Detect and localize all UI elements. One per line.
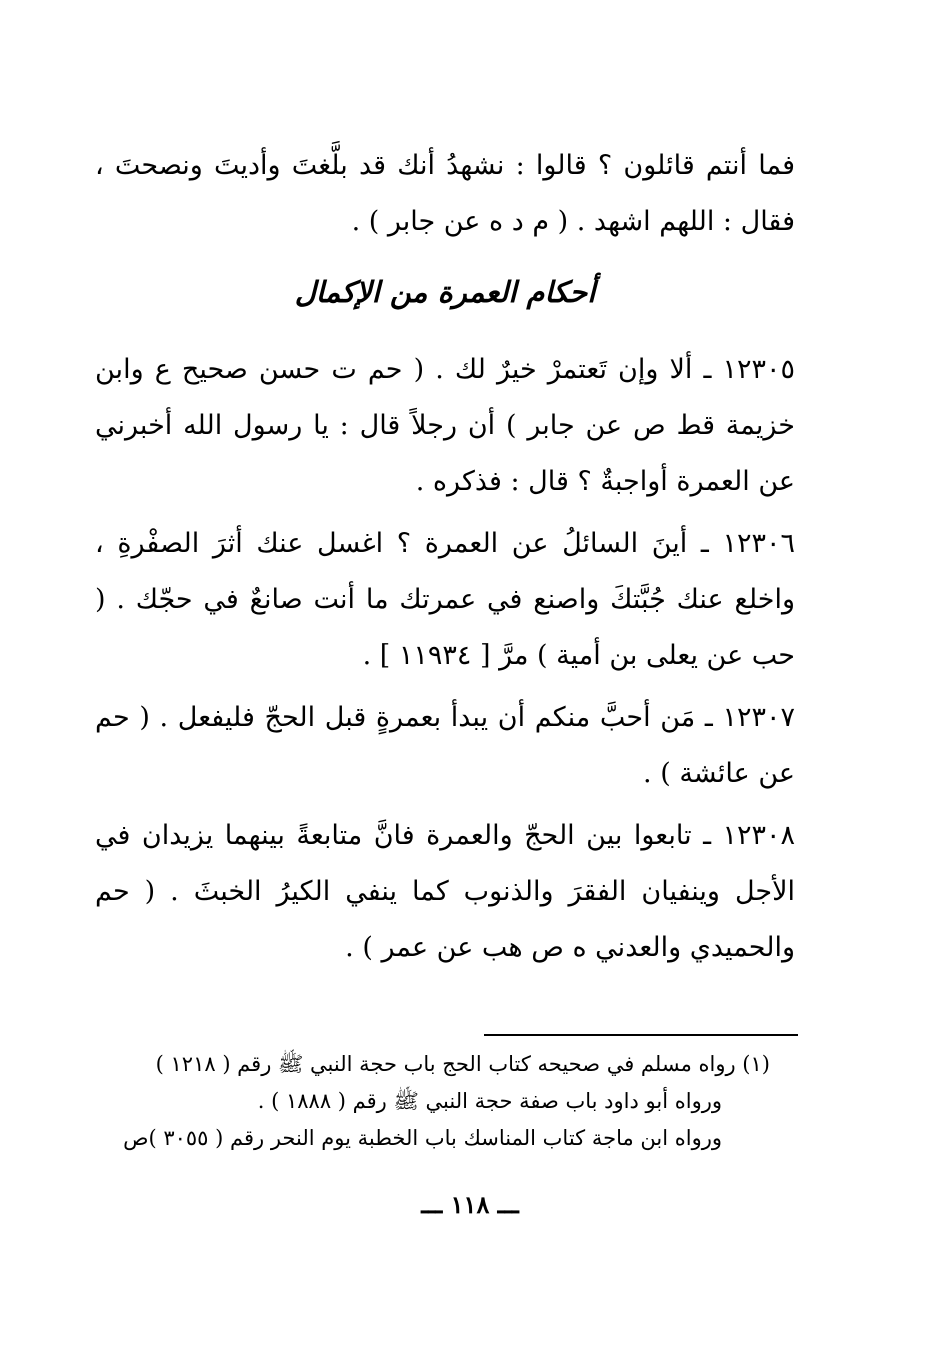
page-number: ـــ ١١٨ ـــ — [421, 1190, 519, 1219]
hadith-entry-12306: ١٢٣٠٦ ـ أينَ السائلُ عن العمرة ؟ اغسل عنك أثرَ الصفْرةِ ، واخلع عنك جُبَّتكَ واصنع في عمرتك ما أنت صانعٌ في حجّك . ( حب عن يعلى بن أمية ) مرَّ [ ١١٩٣٤ ] . — [95, 528, 795, 671]
section-heading: أحكام العمرة من الإكمال — [294, 275, 596, 309]
footnote-line: (١) رواه مسلم في صحيحه كتاب الحج باب حجة النبي ﷺ رقم ( ١٢١٨ ) — [155, 1052, 770, 1076]
continued-paragraph: فما أنتم قائلون ؟ قالوا : نشهدُ أنك قد بلَّغتَ وأديتَ ونصحتَ ، فقال : اللهم اشهد . ( م د ه عن جابر ) . — [95, 150, 795, 237]
hadith-entry-12305: ١٢٣٠٥ ـ ألا وإن تَعتمرْ خيرٌ لك . ( حم ت حسن صحيح ع وابن خزيمة قط ص عن جابر ) أن رجلاً قال : يا رسول الله أخبرني عن العمرة أواجبةٌ ؟ قال : فذكره . — [95, 354, 795, 497]
hadith-entry-12307: ١٢٣٠٧ ـ مَن أحبَّ منكم أن يبدأ بعمرةٍ قبل الحجّ فليفعل . ( حم عن عائشة ) . — [95, 702, 795, 789]
main-text — [95, 138, 795, 976]
footnote-line: ورواه أبو داود باب صفة حجة النبي ﷺ رقم ( ١٨٨٨ ) . — [257, 1089, 722, 1113]
footnote-line: ورواه ابن ماجة كتاب المناسك باب الخطبة يوم النحر رقم ( ٣٠٥٥ )ص — [123, 1126, 722, 1150]
hadith-entry-12308: ١٢٣٠٨ ـ تابعوا بين الحجّ والعمرة فانَّ متابعةً بينهما يزيدان في الأجل وينفيان الفقرَ والذنوب كما ينفي الكيرُ الخبثَ . ( حم والحميدي والعدني ه ص هب عن عمر ) . — [95, 820, 795, 963]
footnote-divider — [484, 1034, 798, 1036]
footnotes — [90, 1046, 770, 1157]
